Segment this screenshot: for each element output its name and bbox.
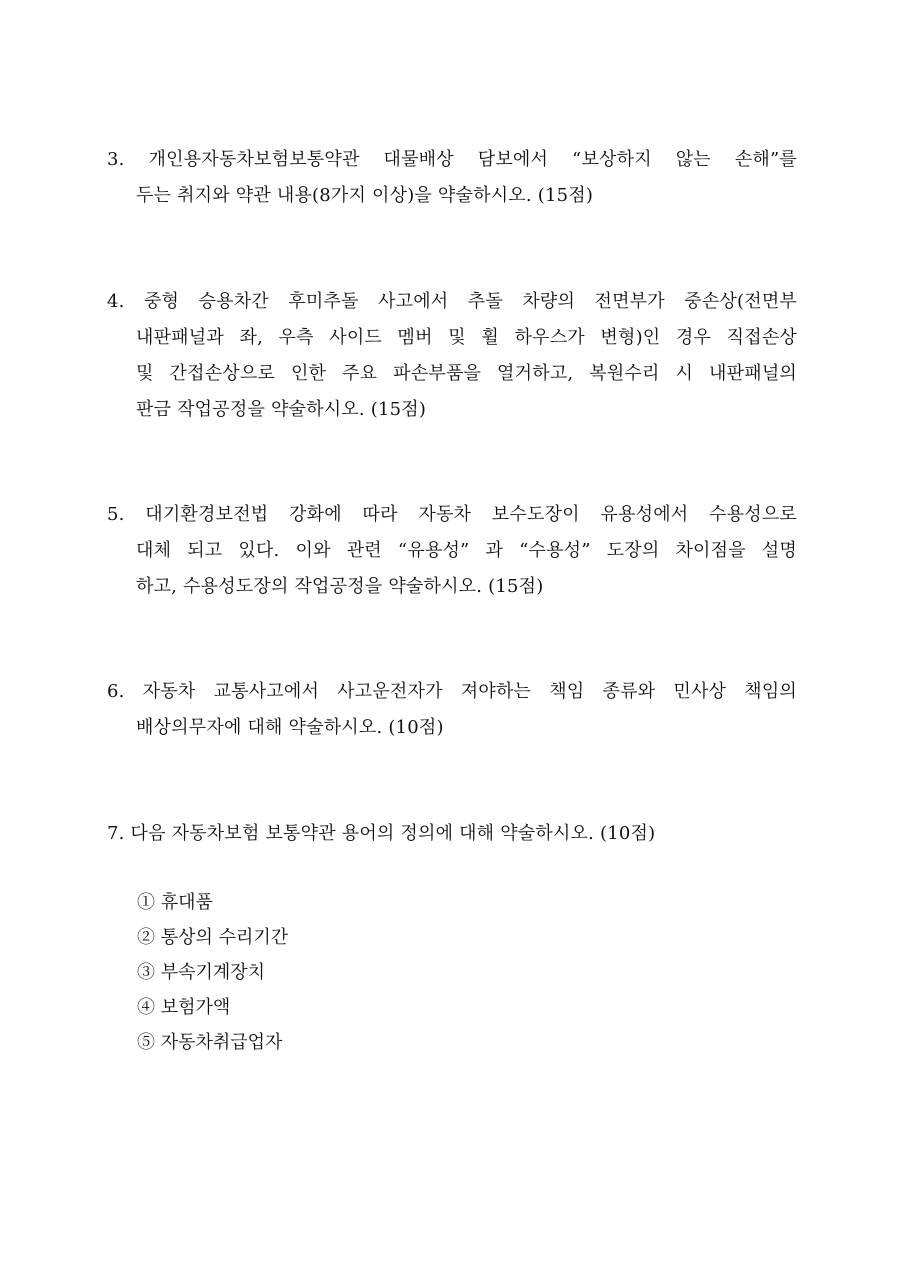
term-item: ⑤ 자동차취급업자: [137, 1032, 283, 1053]
term-item: ④ 보험가액: [137, 997, 231, 1018]
term-item: ② 통상의 수리기간: [137, 927, 289, 948]
term-item: ① 휴대품: [137, 892, 213, 913]
question-4-line-4: 판금 작업공정을 약술하시오. (15점): [136, 399, 427, 420]
question-7: [107, 816, 797, 852]
question-6-line-2: 배상의무자에 대해 약술하시오. (10점): [136, 717, 444, 738]
question-5-line-3: 하고, 수용성도장의 작업공정을 약술하시오. (15점): [136, 576, 544, 597]
question-4-line-1: 4. 중형 승용차간 후미추돌 사고에서 추돌 차량의 전면부가 중손상(전면부: [107, 291, 797, 312]
term-item: ③ 부속기계장치: [137, 962, 266, 983]
question-3-line-2: 두는 취지와 약관 내용(8가지 이상)을 약술하시오. (15점): [136, 185, 594, 206]
question-7-line-1: 7. 다음 자동차보험 보통약관 용어의 정의에 대해 약술하시오. (10점): [107, 823, 656, 844]
question-5-line-1: 5. 대기환경보전법 강화에 따라 자동차 보수도장이 유용성에서 수용성으로: [107, 504, 797, 525]
question-3: [107, 142, 797, 214]
term-list: [137, 885, 288, 1060]
question-3-line-1: 3. 개인용자동차보험보통약관 대물배상 담보에서 “보상하지 않는 손해”를: [107, 149, 797, 170]
question-5: [107, 497, 797, 605]
question-6-line-1: 6. 자동차 교통사고에서 사고운전자가 져야하는 책임 종류와 민사상 책임의: [107, 681, 797, 702]
question-4-line-2: 내판패널과 좌, 우측 사이드 멤버 및 휠 하우스가 변형)인 경우 직접손상: [136, 327, 797, 348]
question-5-line-2: 대체 되고 있다. 이와 관련 “유용성” 과 “수용성” 도장의 차이점을 설명: [136, 540, 797, 561]
question-6: [107, 674, 797, 746]
question-4: [107, 284, 797, 428]
question-4-line-3: 및 간접손상으로 인한 주요 파손부품을 열거하고, 복원수리 시 내판패널의: [136, 363, 797, 384]
